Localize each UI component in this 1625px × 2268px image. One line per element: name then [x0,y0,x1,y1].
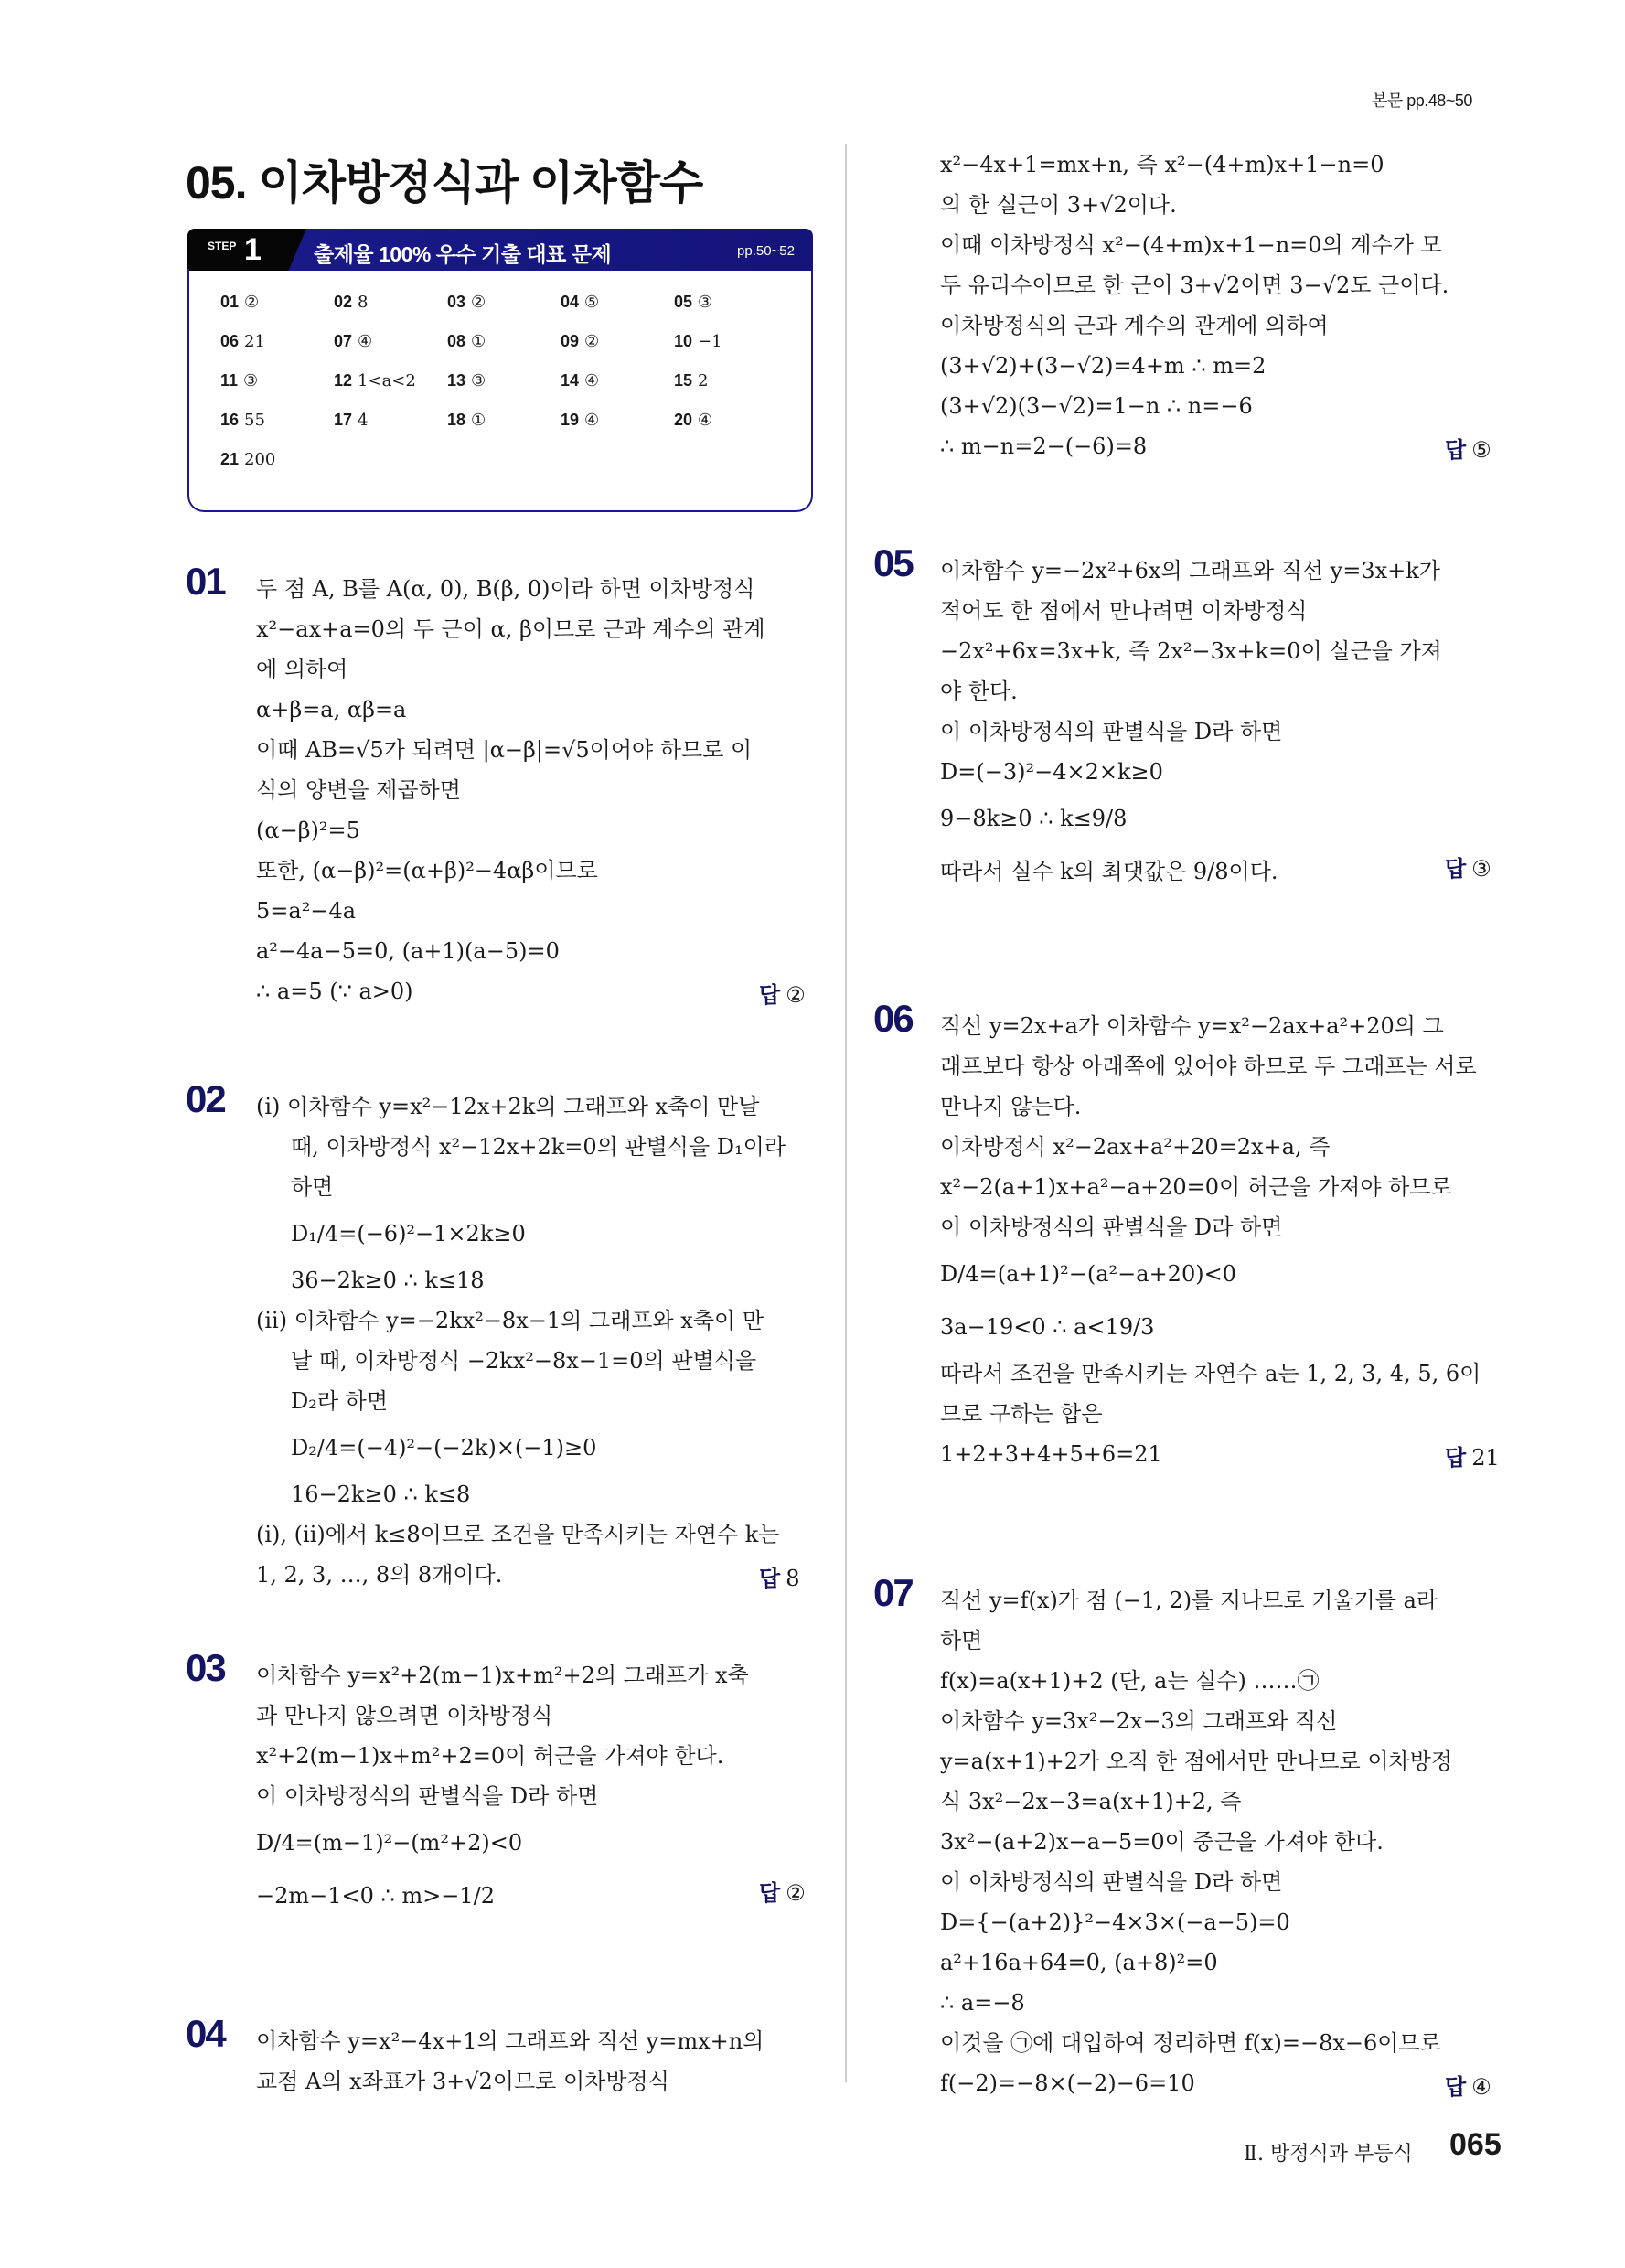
solution-line: 이때 이차방정식 x²−(4+m)x+1−n=0의 계수가 모 [940,232,1442,258]
solution-text [940,1580,1498,2103]
answer-number: 07 [334,332,353,350]
solution-line: 이차방정식의 근과 계수의 관계에 의하여 [940,313,1329,338]
answer-value: ② [244,293,260,312]
solution-line: 3x²−(a+2)x−a−5=0이 중근을 가져야 한다. [940,1829,1384,1855]
solution-line: (i) 이차함수 y=x²−12x+2k의 그래프와 x축이 만날 [256,1094,760,1119]
answer-label: 답 [759,1881,781,1906]
answer-number: 16 [220,411,240,429]
answer-mark [759,977,806,1009]
answer-cell [674,411,787,450]
answer-value: ① [471,332,486,351]
answer-value: ④ [698,411,713,430]
solution-line: 과 만나지 않으려면 이차방정식 [256,1703,553,1728]
answer-cell [674,371,787,411]
solution-line: 하면 [940,1628,983,1653]
answer-cell [447,332,561,371]
answer-number: 11 [220,371,239,390]
solution-line: 적어도 한 점에서 만나려면 이차방정식 [940,598,1308,624]
solution-line: 9−8k≥0 ∴ k≤9/8 [940,806,1128,831]
answer-mark [1445,1439,1500,1471]
answer-cell [447,293,561,332]
answer-label: 답 [759,983,781,1008]
answer-cell [220,371,334,411]
answer-number: 13 [447,371,466,390]
solution-line: 이 이차방정식의 판별식을 D라 하면 [940,1214,1283,1240]
answer-mark [759,1875,806,1907]
solution-line: 이차함수 y=x²+2(m−1)x+m²+2의 그래프가 x축 [256,1663,749,1688]
solution-line: 따라서 실수 k의 최댓값은 9/8이다. [940,859,1278,884]
footer-chapter: Ⅱ. 방정식과 부등식 [1244,2143,1413,2166]
answer-value: ⑤ [584,293,600,312]
answer-value: 1<a<2 [358,371,416,390]
solution-line: 이 이차방정식의 판별식을 D라 하면 [940,1869,1283,1895]
solution-line: 따라서 조건을 만족시키는 자연수 a는 1, 2, 3, 4, 5, 6이 [940,1361,1481,1386]
answer-value: ③ [471,371,486,390]
solution-text [940,1006,1498,1474]
answer-cell [334,411,447,450]
answer-value: 8 [358,293,369,312]
answer-value: ① [471,411,486,430]
answer-value: ④ [1471,2074,1491,2100]
solution-line: α+β=a, αβ=a [256,697,407,722]
answer-value: 21 [1471,1445,1500,1471]
answer-value: ④ [358,332,373,351]
answer-grid-frame [187,269,813,512]
solution-text [256,569,814,1011]
answer-value: ④ [584,371,600,390]
answer-cell [334,293,447,332]
answer-number: 12 [334,371,353,390]
solution-line: 16−2k≥0 ∴ k≤8 [291,1482,471,1507]
answer-value: ③ [698,293,713,312]
answer-number: 05 [674,293,693,311]
problem-number: 07 [873,1571,913,1614]
answer-value: 8 [786,1566,800,1591]
answer-cell [561,371,674,411]
step-word: STEP [208,240,237,252]
solution-line: −2m−1<0 ∴ m>−1/2 [256,1883,496,1909]
solution-text [256,2021,814,2102]
solution-line: 이차함수 y=−2x²+6x의 그래프와 직선 y=3x+k가 [940,558,1440,583]
answer-cell [334,371,447,411]
chapter-title: 05. 이차방정식과 이차함수 [186,157,703,209]
answer-number: 19 [561,411,580,429]
step-answer-box [187,229,813,516]
answer-cell [220,411,334,450]
step-header [187,229,813,271]
solution-line: 이 이차방정식의 판별식을 D라 하면 [256,1783,599,1809]
solution-line: x²−ax+a=0의 두 근이 α, β이므로 근과 계수의 관계 [256,616,765,642]
solution-line: 에 의하여 [256,657,348,682]
solution-line: 래프보다 항상 아래쪽에 있어야 하므로 두 그래프는 서로 [940,1054,1477,1079]
solution-line: D/4=(a+1)²−(a²−a+20)<0 [940,1261,1236,1287]
answer-cell [447,371,561,411]
solution-line: D₁/4=(−6)²−1×2k≥0 [291,1221,526,1246]
solution-line: D={−(a+2)}²−4×3×(−a−5)=0 [940,1910,1290,1935]
solution-line: 야 한다. [940,679,1018,704]
answer-number: 01 [220,293,240,311]
solution-line: 직선 y=2x+a가 이차함수 y=x²−2ax+a²+20의 그 [940,1013,1444,1039]
solution-line: ∴ a=−8 [940,1990,1025,2016]
solution-line: 또한, (α−β)²=(α+β)²−4αβ이므로 [256,858,598,883]
answer-number: 15 [674,371,693,390]
answer-number: 17 [334,411,353,429]
answer-label: 답 [1445,2075,1467,2100]
solution-line: 이차방정식 x²−2ax+a²+20=2x+a, 즉 [940,1134,1331,1160]
solution-line: ∴ m−n=2−(−6)=8 [940,433,1148,459]
solution-line: 식 3x²−2x−3=a(x+1)+2, 즉 [940,1789,1242,1814]
answer-value: ② [786,1880,806,1906]
solution-line: 식의 양변을 제곱하면 [256,777,461,803]
problem-number: 01 [186,560,225,603]
answer-value: ④ [584,411,600,430]
answer-cell [220,332,334,371]
answer-value: 4 [358,411,369,430]
answer-mark [1445,2069,1491,2101]
solution-line: 하면 [291,1174,334,1200]
solution-line: 교점 A의 x좌표가 3+√2이므로 이차방정식 [256,2069,669,2094]
solution-line: 직선 y=f(x)가 점 (−1, 2)를 지나므로 기울기를 a라 [940,1588,1438,1613]
solution-text [940,551,1498,898]
answer-mark [1445,432,1491,464]
solution-line: 두 점 A, B를 A(α, 0), B(β, 0)이라 하면 이차방정식 [256,576,755,602]
answer-number: 03 [447,293,466,311]
problem-number: 03 [186,1646,225,1689]
answer-cell [674,293,787,332]
answer-cell [334,332,447,371]
solution-line: 의 한 실근이 3+√2이다. [940,192,1177,218]
page-number: 065 [1449,2127,1502,2162]
answer-cell [561,293,674,332]
answer-value: ③ [1471,856,1491,882]
answer-label: 답 [1445,857,1467,882]
answer-number: 08 [447,332,466,350]
solution-line: 이것을 ㉠에 대입하여 정리하면 f(x)=−8x−6이므로 [940,2030,1441,2056]
solution-line: −2x²+6x=3x+k, 즉 2x²−3x+k=0이 실근을 가져 [940,638,1442,664]
solution-line: ∴ a=5 (∵ a>0) [256,979,413,1004]
answer-label: 답 [1445,1446,1467,1471]
solution-line: 3a−19<0 ∴ a<19/3 [940,1314,1155,1340]
solution-line: D=(−3)²−4×2×k≥0 [940,759,1163,785]
answer-cell [220,450,334,489]
solution-line: 두 유리수이므로 한 근이 3+√2이면 3−√2도 근이다. [940,273,1449,298]
solution-line: x²+2(m−1)x+m²+2=0이 허근을 가져야 한다. [256,1743,724,1769]
answer-cell [561,332,674,371]
solution-line: f(−2)=−8×(−2)−6=10 [940,2070,1195,2096]
solution-text [940,144,1498,466]
answer-value: −1 [698,332,722,351]
answer-number: 10 [674,332,693,350]
answer-number: 02 [334,293,353,311]
answer-number: 14 [561,371,580,390]
solution-line: 이차함수 y=x²−4x+1의 그래프와 직선 y=mx+n의 [256,2028,764,2054]
problem-number: 02 [186,1077,225,1120]
step-number: 1 [244,232,262,267]
answer-cell [220,293,334,332]
solution-line: f(x)=a(x+1)+2 (단, a는 실수) ……㉠ [940,1668,1320,1694]
solution-line: 이차함수 y=3x²−2x−3의 그래프와 직선 [940,1708,1338,1734]
answer-value: 200 [244,450,276,469]
solution-line: D₂라 하면 [291,1388,389,1414]
answer-number: 20 [674,411,693,429]
solution-line: D/4=(m−1)²−(m²+2)<0 [256,1830,523,1856]
answer-number: 21 [220,450,240,468]
column-divider [845,144,847,2082]
step-title: 출제율 100% 우수 기출 대표 문제 [314,242,612,266]
answer-value: ② [471,293,486,312]
answer-value: 55 [244,411,265,430]
answer-cell [674,332,787,371]
solution-line: 36−2k≥0 ∴ k≤18 [291,1268,485,1293]
page-reference: 본문 pp.48~50 [1372,91,1472,110]
solution-line: 때, 이차방정식 x²−12x+2k=0의 판별식을 D₁이라 [291,1134,786,1160]
answer-label: 답 [759,1567,781,1591]
solution-line: D₂/4=(−4)²−(−2k)×(−1)≥0 [291,1435,597,1460]
solution-line: 만나지 않는다. [940,1094,1082,1119]
solution-line: 이때 AB=√5가 되려면 |α−β|=√5이어야 하므로 이 [256,737,753,763]
answer-cell [561,411,674,450]
solution-line: (3+√2)(3−√2)=1−n ∴ n=−6 [940,393,1253,419]
solution-line: 5=a²−4a [256,898,356,924]
solution-line: 므로 구하는 합은 [940,1401,1103,1427]
answer-value: ② [786,982,806,1008]
solution-line: 이 이차방정식의 판별식을 D라 하면 [940,719,1283,744]
problem-number: 06 [873,997,913,1040]
solution-line: (3+√2)+(3−√2)=4+m ∴ m=2 [940,353,1267,379]
problem-number: 04 [186,2012,225,2055]
answer-number: 09 [561,332,580,350]
solution-line: (ii) 이차함수 y=−2kx²−8x−1의 그래프와 x축이 만 [256,1308,764,1333]
answer-label: 답 [1445,438,1467,463]
answer-value: ③ [243,371,259,390]
solution-line: x²−4x+1=mx+n, 즉 x²−(4+m)x+1−n=0 [940,152,1384,177]
solution-line: x²−2(a+1)x+a²−a+20=0이 허근을 가져야 하므로 [940,1174,1452,1200]
solution-text [256,1086,814,1595]
answer-mark [1445,850,1491,883]
solution-line: y=a(x+1)+2가 오직 한 점에서만 만나므로 이차방정 [940,1749,1453,1774]
solution-line: 1+2+3+4+5+6=21 [940,1441,1162,1467]
answer-value: 21 [244,332,265,351]
answer-cell [447,411,561,450]
solution-line: (i), (ii)에서 k≤8이므로 조건을 만족시키는 자연수 k는 [256,1522,780,1547]
solution-line: 날 때, 이차방정식 −2kx²−8x−1=0의 판별식을 [291,1348,757,1374]
answer-number: 04 [561,293,580,311]
problem-number: 05 [873,541,913,584]
answer-mark [759,1560,799,1592]
solution-line: 1, 2, 3, …, 8의 8개이다. [256,1562,503,1588]
step-pages: pp.50~52 [737,243,795,259]
solution-line: a²−4a−5=0, (a+1)(a−5)=0 [256,938,560,964]
solution-line: a²+16a+64=0, (a+8)²=0 [940,1950,1218,1975]
answer-number: 18 [447,411,466,429]
answer-grid [220,293,787,489]
solution-line: (α−β)²=5 [256,818,360,843]
answer-value: 2 [698,371,709,390]
answer-value: ② [584,332,600,351]
answer-value: ⑤ [1471,437,1491,463]
answer-number: 06 [220,332,240,350]
solution-text [256,1655,814,1922]
